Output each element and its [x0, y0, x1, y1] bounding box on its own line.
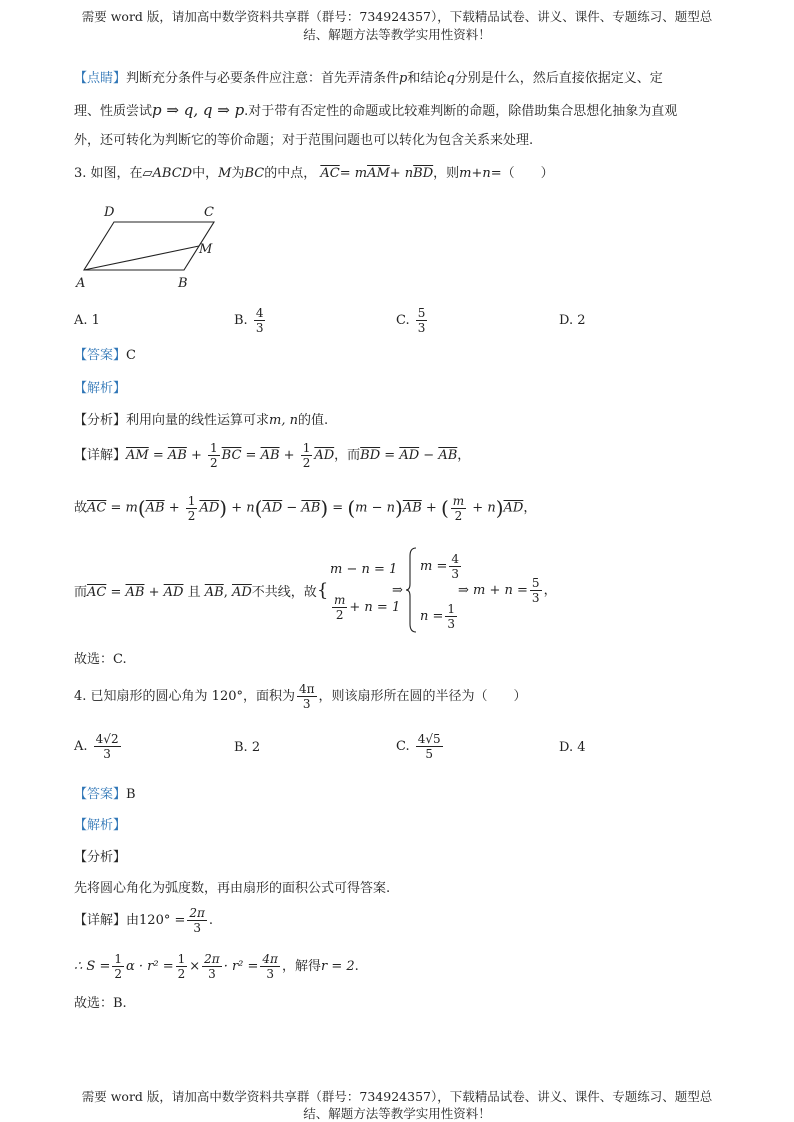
label-m: M [199, 242, 213, 257]
q4-stem [74, 677, 527, 717]
fenxi-tag: 【分析】 [74, 413, 127, 428]
fraction-den: 3 [302, 697, 311, 711]
fraction-num: 4√2 [95, 732, 119, 746]
fraction-den: 5 [425, 747, 434, 761]
q3-guxuan: 故选：C. [74, 652, 127, 667]
answer-tag: 【答案】 [74, 348, 127, 363]
vec-bd: $\overline{BD}$ [360, 448, 381, 463]
option-value: 2 [251, 740, 261, 755]
vec-ab: $\overline{AB}$ [260, 448, 280, 463]
var-q: q [446, 71, 455, 86]
result-m-label: m = [420, 559, 448, 574]
label-b: B [178, 276, 188, 291]
fenxi-end: 的值. [298, 413, 329, 428]
result-final: ⇒ m + n = $\frac{5}{3}$ ， [458, 576, 557, 605]
fraction-num: 2π [189, 906, 205, 920]
system-eq-2-tail: + n = 1 [349, 600, 401, 615]
result-n: n = $\frac{1}{3}$ [420, 602, 456, 631]
q4-option-b [234, 739, 260, 757]
answer-tag: 【答案】 [74, 787, 127, 802]
header-line-2: 结、解题方法等教学实用性资料！ [303, 27, 491, 42]
detail-qie: 且 [187, 585, 201, 600]
dianjing-text-2: 和结论 [407, 71, 447, 86]
q3-stem-b: 中， [192, 166, 219, 181]
vec-ad: $\overline{AD}$ [199, 500, 220, 516]
vec-bd: $\overline{BD}$ [413, 166, 434, 181]
q4-option-d [559, 739, 586, 757]
option-letter: D. [559, 740, 578, 755]
dianjing-line-2 [74, 101, 677, 121]
fraction-num: 4 [255, 306, 264, 320]
dianjing-line-3: 外，还可转化为判断它的等价命题；对于范围问题也可以转化为包含关系来处理. [74, 133, 534, 148]
frac-half: $\frac{1}{2}$ [302, 441, 311, 470]
fraction-num: 5 [417, 306, 426, 320]
vec-ab: $\overline{AB}$ [402, 500, 422, 516]
option-value: 2 [577, 313, 586, 328]
answer-value: B [126, 787, 136, 802]
vec-ad: $\overline{AD}$ [503, 500, 524, 516]
segment-am [84, 246, 199, 270]
q4-answer [74, 786, 136, 804]
var-p: p [399, 71, 408, 86]
option-fraction [416, 306, 428, 335]
q3-stem-e: ，则 [433, 166, 460, 181]
vec-bc: $\overline{BC}$ [221, 448, 242, 463]
q4-guxuan: 故选：B. [74, 996, 127, 1011]
system-eq-1: m − n = 1 [330, 562, 398, 577]
q4-fenxi-tag: 【分析】 [74, 850, 127, 865]
detail-er: 而 [74, 585, 88, 600]
q4-jiexi: 【解析】 [74, 818, 127, 833]
vec-ab: $\overline{AB}$ [438, 448, 458, 463]
footer-line-2: 结、解题方法等教学实用性资料！ [303, 1106, 491, 1121]
dianjing-line2-b: .对于带有否定性的命题或比较难判断的命题，除借助集合思想化抽象为直观 [244, 104, 678, 119]
result-final-label: ⇒ m + n = [458, 583, 528, 598]
result-n-label: n = [420, 609, 444, 624]
vec-ad: $\overline{AD}$ [314, 448, 335, 463]
q4-option-c [396, 727, 445, 767]
fraction-den: 3 [417, 321, 426, 335]
vec-am: $\overline{AM}$ [367, 166, 390, 181]
q4-detail-1: 【详解】由120° = $\frac{2\pi}{3}$ . [74, 906, 214, 935]
xiangjie-tag: 【详解】 [74, 913, 127, 928]
q3-stem-a: 3. 如图，在 [74, 166, 143, 181]
dianjing-line2-a: 理、性质尝试 [74, 104, 153, 119]
implies-arrow: ⇒ [392, 583, 403, 598]
vec-ab: $\overline{AB}$ [204, 585, 224, 600]
q3-stem [74, 165, 554, 183]
vec-ad: $\overline{AD}$ [399, 448, 420, 463]
vec-ac: $\overline{AC}$ [320, 166, 340, 181]
q4-area-fraction [297, 682, 317, 711]
parallelogram-shape [84, 222, 214, 270]
option-fraction [254, 306, 266, 335]
option-fraction [94, 732, 121, 761]
vec-ab: $\overline{AB}$ [301, 500, 321, 516]
detail-buxian: 不共线，故 [251, 585, 317, 600]
vec-am: $\overline{AM}$ [126, 448, 149, 463]
q4-option-a [74, 727, 123, 767]
q3-parallelogram: ▱ABCD [142, 166, 193, 181]
dianjing-text-3: 分别是什么，然后直接依据定义、定 [454, 71, 663, 86]
vec-ad: $\overline{AD}$ [163, 585, 184, 600]
q3-option-c [396, 303, 429, 339]
fraction-den: 3 [103, 747, 111, 761]
fraction-num: 4√5 [417, 732, 441, 746]
option-letter: B. [234, 740, 252, 755]
detail-gu: 故 [74, 500, 88, 516]
vec-ac: $\overline{AC}$ [87, 500, 107, 516]
dianjing-implication: p ⇒ q, q ⇒ p [152, 101, 245, 119]
answer-value: C [126, 348, 136, 363]
fenxi-text: 利用向量的线性运算可求 [126, 413, 270, 428]
q3-stem-plus: + n [389, 166, 414, 181]
fraction-den: 3 [193, 921, 201, 935]
q3-answer [74, 347, 136, 365]
q3-detail-3-left: 而$\overline{AC} = \overline{AB} + \overline{AD}$ 且 $\overline{AB}$, $\overline{AD}$不共线，故{ [74, 580, 329, 601]
system-brace [406, 546, 418, 634]
q3-stem-d: 的中点， [264, 166, 317, 181]
q3-detail-1: 【详解】$\overline{AM} = \overline{AB}$ + $\frac{1}{2}$ $\overline{BC} = \overline{AB}$ + $\frac{1}{2}$ $\overline{AD}$，而$\overline{BD} = \overline{AD} - \overline{AB}$， [74, 441, 471, 470]
q4-stem-a: 4. 已知扇形的圆心角为 120°，面积为 [74, 689, 295, 704]
detail-eq: 120° = [139, 913, 186, 928]
q4-detail-2: ∴ S = $\frac{1}{2}$ α · r² = $\frac{1}{2}$ × $\frac{2\pi}{3}$ · r² = $\frac{4\pi}{3}$ ，解得r = 2. [74, 952, 359, 981]
label-a: A [76, 276, 86, 291]
option-letter: D. [559, 313, 578, 328]
vec-ad: $\overline{AD}$ [262, 500, 283, 516]
q4-fenxi: 先将圆心角化为弧度数，再由扇形的面积公式可得答案. [74, 881, 391, 896]
fraction-num: 4π [298, 682, 315, 696]
detail-times: × [189, 959, 201, 974]
q3-stem-bc: BC [244, 166, 265, 181]
option-value: 1 [91, 313, 100, 328]
q3-option-b [234, 303, 267, 339]
q3-stem-m: M [218, 166, 232, 181]
option-letter: A. [74, 313, 92, 328]
q4-stem-b: ，则该扇形所在圆的半径为（ ） [318, 689, 527, 704]
header-line-1: 需要 word 版，请加高中数学资料共享群（群号：734924357），下载精品试卷、讲义、课件、专题练习、题型总 [81, 9, 713, 24]
fenxi-mn: m, n [269, 413, 298, 428]
footer-line-1: 需要 word 版，请加高中数学资料共享群（群号：734924357），下载精品试卷、讲义、课件、专题练习、题型总 [81, 1089, 713, 1104]
detail-and: ，而 [334, 448, 361, 463]
vec-ad: $\overline{AD}$ [231, 585, 252, 600]
detail-r: r = 2 [320, 959, 355, 974]
q3-stem-mn: m+n [459, 166, 491, 181]
label-d: D [104, 205, 115, 220]
vec-ab: $\overline{AB}$ [125, 585, 145, 600]
q3-option-a [74, 312, 100, 330]
option-letter: C. [396, 739, 414, 754]
detail-s: ∴ S = [74, 959, 111, 974]
detail-jie: ，解得 [281, 959, 321, 974]
xiangjie-tag: 【详解】 [74, 448, 127, 463]
option-letter: C. [396, 313, 414, 328]
label-c: C [204, 205, 214, 220]
frac-half: $\frac{1}{2}$ [210, 441, 218, 470]
system-eq-2: $\frac{m}{2}$ + n = 1 [334, 593, 401, 622]
dianjing-tag: 【点睛】 [74, 71, 127, 86]
vec-ab: $\overline{AB}$ [145, 500, 165, 516]
q3-stem-eq: = m [339, 166, 368, 181]
dianjing-text-1: 判断充分条件与必要条件应注意：首先弄清条件 [126, 71, 400, 86]
q3-stem-f: =（ ） [490, 166, 554, 181]
option-fraction [416, 732, 443, 761]
detail-tail: · r² = [223, 959, 259, 974]
detail-you: 由 [126, 913, 140, 928]
result-m: m = $\frac{4}{3}$ [420, 552, 459, 581]
option-letter: A. [74, 739, 92, 754]
option-letter: B. [234, 313, 252, 328]
q3-fenxi [74, 412, 328, 430]
fraction-den: 3 [255, 321, 264, 335]
detail-mid: α · r² = [125, 959, 174, 974]
vec-ab: $\overline{AB}$ [167, 448, 187, 463]
dianjing-line-1 [74, 70, 663, 88]
vec-ac: $\overline{AC}$ [87, 585, 107, 600]
q3-jiexi: 【解析】 [74, 381, 127, 396]
option-value: 4 [577, 740, 586, 755]
q3-detail-2: 故$\overline{AC} = m(\overline{AB}$ + $\frac{1}{2}$ $\overline{AD}) + n(\overline{AD} - \overline{AB}) = (m - n)\overline{AB}$ + ( $\frac{m}{2}$ + $n)\overline{AD}$， [74, 493, 537, 523]
q3-option-d [559, 312, 586, 330]
q3-stem-c: 为 [231, 166, 245, 181]
parallelogram-figure [70, 200, 230, 295]
